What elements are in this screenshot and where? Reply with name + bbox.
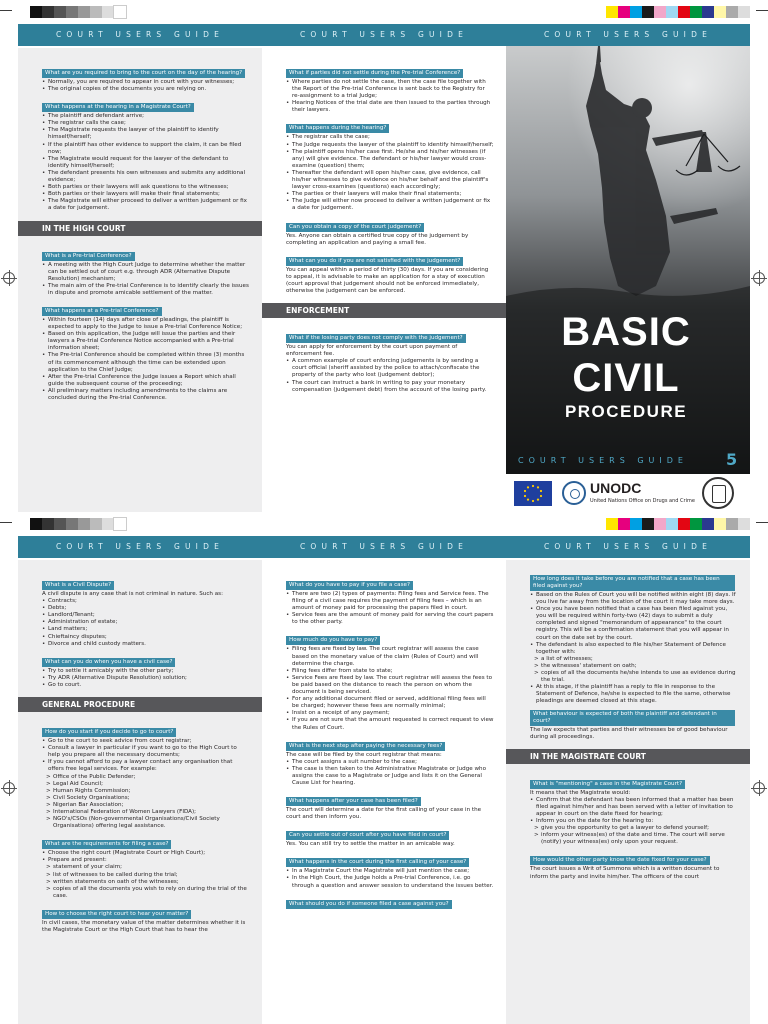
question-heading: How would the other party know the date fixed for your case? — [530, 856, 710, 865]
list-item: • Debts; — [42, 605, 250, 612]
bullet-list — [42, 113, 250, 212]
list-item: • Service fees are the amount of money paid for serving the court papers to the other party. — [286, 612, 494, 626]
bullet-list — [530, 797, 738, 825]
question-heading: Can you obtain a copy of the court judgement? — [286, 223, 424, 232]
list-item: • Hearing Notices of the trial date are then issued to the parties through their lawyers. — [286, 100, 494, 114]
list-item: > Legal Aid Council; — [46, 781, 250, 788]
registration-mark — [753, 272, 765, 284]
header-label: COURT USERS GUIDE — [299, 542, 469, 551]
header-label: COURT USERS GUIDE — [543, 542, 713, 551]
sub-list — [46, 864, 250, 899]
section-title: IN THE MAGISTRATE COURT — [506, 749, 750, 764]
unodc-subtitle: United Nations Office on Drugs and Crime — [590, 498, 695, 504]
list-item: • The Pre-trial Conference should be completed within three (3) months of its commencement although the time can be extended upon application to the Chief Judge; — [42, 352, 250, 373]
question-heading: How long does it take before you are notified that a case has been filed against you? — [530, 575, 735, 591]
paragraph: The court issues a Writ of Summons which is a written document to inform the party and invite him/her. The officers of the court — [530, 866, 720, 880]
list-item: • Go to the court to seek advice from court registrar; — [42, 738, 250, 745]
list-item: • Based on the Rules of Court you will be notified within eight (8) days. If you live far away from the location of the court it may take more days. — [530, 592, 738, 606]
panel-hearing — [18, 48, 262, 512]
question-heading: What do you have to pay if you file a case? — [286, 581, 413, 590]
list-item: • For any additional document filed or served, additional filing fees will be charged; however these fees are normally minimal; — [286, 696, 494, 710]
bullet-list — [286, 759, 494, 787]
question-heading: What are you required to bring to the court on the day of the hearing? — [42, 69, 245, 78]
color-bar-left — [30, 518, 126, 530]
question-heading: What is "mentioning" a case in the Magistrate Court? — [530, 780, 685, 789]
list-item: • The defendant presents his own witnesses and submits any additional evidence; — [42, 170, 250, 184]
list-item: • Both parties or their lawyers will ask questions to the witnesses; — [42, 184, 250, 191]
cover-title-basic: BASIC — [561, 310, 691, 354]
bullet-list — [286, 868, 494, 889]
list-item: • Service Fees are fixed by law. The court registrar will assess the fees to be paid based on the distance to reach the person on whom the document is being serviced. — [286, 675, 494, 696]
list-item: • If the plaintiff has other evidence to support the claim, it can be filed now; — [42, 142, 250, 156]
list-item: • Inform you on the date for the hearing to: — [530, 818, 738, 825]
list-item: • All preliminary matters including amendments to the claims are concluded during the Pre-trial Conference. — [42, 388, 250, 402]
list-item: • A common example of court enforcing judgements is by sending a court official (sheriff assisted by the police to attach/confiscate the property of the party who lost (judgement debtor); — [286, 358, 494, 379]
list-item: • Where parties do not settle the case, then the case file together with the Report of the Pre-trial Conference is sent back to the Registry for re-assignment to a trial Judge; — [286, 79, 494, 100]
question-heading: What is the next step after paying the necessary fees? — [286, 742, 445, 751]
list-item: • Administration of estate; — [42, 619, 250, 626]
logo-strip — [506, 474, 750, 512]
list-item: • If you cannot afford to pay a lawyer contact any organisation that offers free legal services. For example: — [42, 759, 250, 773]
list-item: • Contracts; — [42, 598, 250, 605]
list-item: • The registrar calls the case; — [42, 120, 250, 127]
list-item: • Landlord/Tenant; — [42, 612, 250, 619]
bullet-list — [530, 592, 738, 656]
list-item: • Go to court. — [42, 682, 250, 689]
list-item: • Chieftaincy disputes; — [42, 634, 250, 641]
paragraph: A civil dispute is any case that is not criminal in nature. Such as: — [42, 591, 223, 597]
question-heading: What happens at the hearing in a Magistrate Court? — [42, 103, 194, 112]
list-item: > International Federation of Women Lawyers (FIDA); — [46, 809, 250, 816]
list-item: • In a Magistrate Court the Magistrate will just mention the case; — [286, 868, 494, 875]
list-item: > Office of the Public Defender; — [46, 774, 250, 781]
bullet-list — [42, 262, 250, 297]
bullet-list — [42, 317, 250, 402]
paragraph: It means that the Magistrate would: — [530, 789, 631, 796]
header-label: COURT USERS GUIDE — [55, 542, 225, 551]
crop-mark — [0, 522, 12, 523]
section-title: GENERAL PROCEDURE — [18, 697, 262, 712]
list-item: > the witnesses' statement on oath; — [534, 663, 738, 670]
question-heading: What can you do if you are not satisfied with the judgement? — [286, 257, 463, 266]
list-item: > copies of all the documents he/she intends to use as evidence during the trial. — [534, 670, 738, 684]
bullet-list — [42, 79, 250, 93]
list-item: • The plaintiff opens his/her case first. He/she and his/her witnesses (if any) will give evidence. The defendant or his/her lawyer would cross-examine (question) them; — [286, 149, 494, 170]
list-item: > NGO's/CSOs (Non-governmental Organisations/Civil Society Organisations) offering legal assistance. — [46, 816, 250, 830]
list-item: • Normally, you are required to appear in court with your witnesses; — [42, 79, 250, 86]
list-item: > list of witnesses to be called during the trial; — [46, 872, 250, 879]
list-item: • Choose the right court (Magistrate Court or High Court); — [42, 850, 250, 857]
list-item: > give you the opportunity to get a lawyer to defend yourself; — [534, 825, 738, 832]
header-label: COURT USERS GUIDE — [543, 30, 713, 39]
list-item: • The Judge will either now proceed to deliver a written judgement or fix a date for judgement. — [286, 198, 494, 212]
question-heading: What should you do if someone filed a case against you? — [286, 900, 452, 909]
list-item: • Filing fees are fixed by law. The court registrar will assess the case based on the monetary value of the claim (Rules of Court) and will determine the charge. — [286, 646, 494, 667]
paragraph: Yes. You can still try to settle the matter in an amicable way. — [286, 841, 455, 848]
color-bar-left — [30, 6, 126, 18]
list-item: > Civil Society Organisations; — [46, 795, 250, 802]
list-item: > inform your witness(es) of the date and time. The court will serve (notify) your witness(es) only upon your request. — [534, 832, 738, 846]
list-item: • The Magistrate would request for the lawyer of the defendant to identify himself/herself; — [42, 156, 250, 170]
question-heading: What happens during the hearing? — [286, 124, 389, 133]
color-bar-right — [606, 6, 750, 18]
list-item: > copies of all the documents you wish to rely on during the trial of the case. — [46, 886, 250, 900]
list-item: • A meeting with the High Court Judge to determine whether the matter can be settled out of court e.g. through ADR (Alternative Dispute Resolution) mechanism; — [42, 262, 250, 283]
inner-side — [0, 512, 768, 1024]
list-item: • The original copies of the documents you are relying on. — [42, 86, 250, 93]
crop-mark — [0, 10, 12, 11]
question-heading: What behaviour is expected of both the plaintiff and defendant in court? — [530, 710, 735, 726]
question-heading: How do you start if you decide to go to court? — [42, 728, 176, 737]
court-seal-icon — [702, 477, 734, 509]
sub-list — [534, 656, 738, 684]
question-heading: What is a Pre-trial Conference? — [42, 252, 135, 261]
list-item: > a list of witnesses; — [534, 656, 738, 663]
cover-panel — [506, 46, 750, 512]
paragraph: The case will be filed by the court registrar that means: — [286, 751, 442, 758]
question-heading: How to choose the right court to hear your matter? — [42, 910, 191, 919]
registration-mark — [753, 782, 765, 794]
bullet-list — [286, 646, 494, 731]
panel-civil-dispute — [18, 560, 262, 1024]
list-item: • The Magistrate requests the lawyer of the plaintiff to identify himself/herself; — [42, 127, 250, 141]
bullet-list — [286, 591, 494, 626]
list-item: • The registrar calls the case; — [286, 134, 494, 141]
list-item: • Insist on a receipt of any payment; — [286, 710, 494, 717]
list-item: • The parties or their lawyers will make their final statements; — [286, 191, 494, 198]
eu-flag-icon — [514, 481, 552, 506]
bullet-list — [286, 358, 494, 393]
bullet-list — [42, 738, 250, 773]
crop-mark — [756, 522, 768, 523]
list-item: > statement of your claim; — [46, 864, 250, 871]
series-label: COURT USERS GUIDE — [518, 456, 688, 465]
registration-mark — [3, 782, 15, 794]
list-item: • The plaintiff and defendant arrive; — [42, 113, 250, 120]
list-item: • Thereafter the defendant will open his/her case, give evidence, call his/her witnesses to give evidence on his/her behalf and the plaintiff's lawyer cross-examines (questions) each accordingly; — [286, 170, 494, 191]
list-item: • There are two (2) types of payments: Filing fees and Service fees. The filing of a civil case requires the payment of filing fees – which is an amount of money paid for processing the papers filed in court. — [286, 591, 494, 612]
question-heading: What happens in the court during the first calling of your case? — [286, 858, 469, 867]
question-heading: What happens at a Pre-trial Conference? — [42, 307, 162, 316]
cover-title-civil: CIVIL — [572, 356, 680, 400]
sub-list — [534, 825, 738, 846]
list-item: • Try ADR (Alternative Dispute Resolution) solution; — [42, 675, 250, 682]
list-item: • After the Pre-trial Conference the Judge issues a Report which shall guide the subsequent course of the proceeding; — [42, 374, 250, 388]
list-item: • Once you have been notified that a case has been filed against you, you will be required within forty-two (42) days to submit a duly completed and signed "memorandum of appearance" to the court registry. This will be a confirmation statement that you will appear in court on the date set by the court. — [530, 606, 738, 641]
cover-title-procedure: PROCEDURE — [564, 402, 688, 421]
question-heading: Can you settle out of court after you have filed in court? — [286, 831, 449, 840]
series-number: 5 — [726, 450, 738, 469]
list-item: • If you are not sure that the amount requested is correct request to view the Rules of Court. — [286, 717, 494, 731]
bullet-list — [42, 850, 250, 864]
list-item: • Based on this application, the Judge will issue the parties and their lawyers a Pre-trial Conference Notice accompanied with a Pre-trial information sheet; — [42, 331, 250, 352]
paragraph: In civil cases, the monetary value of the matter determines whether it is the Magistrate Court or the High Court that has to hear the — [42, 919, 246, 933]
list-item: • Divorce and child custody matters. — [42, 641, 250, 648]
list-item: • At this stage, if the plaintiff has a reply to file in response to the Statement of Defence, he/she is expected to file the same, otherwise pleadings are deemed closed at this stage. — [530, 684, 738, 705]
list-item: • The defendant is also expected to file his/her Statement of Defence together with: — [530, 642, 738, 656]
list-item: • In the High Court, the Judge holds a Pre-trial Conference, i.e. go through a question and answer session to understand the issues better. — [286, 875, 494, 889]
list-item: • The Judge requests the lawyer of the plaintiff to identify himself/herself; — [286, 142, 494, 149]
list-item: • The main aim of the Pre-trial Conference is to identify clearly the issues in dispute and promote amicable settlement of the matter. — [42, 283, 250, 297]
list-item: • Both parties or their lawyers will make their final statements; — [42, 191, 250, 198]
list-item: • Consult a lawyer in particular if you want to go to the High Court to help you prepare all the necessary documents; — [42, 745, 250, 759]
list-item: • Prepare and present: — [42, 857, 250, 864]
color-bar-right — [606, 518, 750, 530]
list-item: > Nigerian Bar Association; — [46, 802, 250, 809]
list-item: • The Magistrate will either proceed to deliver a written judgement or fix a date for judgement. — [42, 198, 250, 212]
header-label: COURT USERS GUIDE — [299, 30, 469, 39]
paragraph: The law expects that parties and their witnesses be of good behaviour during all proceedings. — [530, 726, 728, 740]
list-item: • Try to settle it amicably with the other party; — [42, 668, 250, 675]
list-item: • The case is then taken to the Administrative Magistrate or Judge who assigns the case to a Magistrate or Judge and lists it on the General Cause List for hearing. — [286, 766, 494, 787]
bullet-list — [42, 668, 250, 689]
paragraph: The court will determine a date for the first calling of your case in the court and then inform you. — [286, 807, 482, 821]
panel-fees — [262, 560, 506, 1024]
crop-mark — [756, 10, 768, 11]
section-title: ENFORCEMENT — [262, 303, 506, 318]
list-item: • The court assigns a suit number to the case; — [286, 759, 494, 766]
sub-list — [46, 774, 250, 831]
section-title: IN THE HIGH COURT — [18, 221, 262, 236]
list-item: > written statements on oath of the witnesses; — [46, 879, 250, 886]
paragraph: Yes. Anyone can obtain a certified true copy of the judgement by completing an application and paying a small fee. — [286, 232, 469, 246]
question-heading: What if the losing party does not comply with the judgement? — [286, 334, 466, 343]
list-item: • Within fourteen (14) days after close of pleadings, the plaintiff is expected to apply to the Judge to issue a Pre-trial Conference Notice; — [42, 317, 250, 331]
list-item: • Confirm that the defendant has been informed that a matter has been filed against him/her and has been served with a letter of invitation to appear in court on the date fixed for hearing; — [530, 797, 738, 818]
panel-notification — [506, 560, 750, 1024]
question-heading: What if parties did not settle during the Pre-trial Conference? — [286, 69, 463, 78]
list-item: > Human Rights Commission; — [46, 788, 250, 795]
paragraph: You can apply for enforcement by the court upon payment of enforcement fee. — [286, 344, 458, 358]
panel-trial — [262, 48, 506, 512]
bullet-list — [530, 684, 738, 705]
question-heading: How much do you have to pay? — [286, 636, 380, 645]
question-heading: What are the requirements for filing a case? — [42, 840, 171, 849]
list-item: • Land matters; — [42, 626, 250, 633]
list-item: • The court can instruct a bank in writing to pay your monetary compensation (judgement debt) from the account of the losing party. — [286, 380, 494, 394]
list-item: • Filing fees differ from state to state; — [286, 668, 494, 675]
question-heading: What can you do when you have a civil case? — [42, 658, 175, 667]
un-emblem-icon — [562, 481, 586, 505]
unodc-logo: UNODC — [590, 480, 642, 496]
question-heading: What happens after your case has been filed? — [286, 797, 421, 806]
header-label: COURT USERS GUIDE — [55, 30, 225, 39]
bullet-list — [42, 598, 250, 648]
bullet-list — [286, 134, 494, 212]
registration-mark — [3, 272, 15, 284]
bullet-list — [286, 79, 494, 114]
paragraph: You can appeal within a period of thirty (30) days. If you are considering to appeal, it is advisable to make an application for a stay of execution (court approval that judgement should not be enforced immediately, otherwise the judgement can be enforced. — [286, 266, 489, 294]
question-heading: What is a Civil Dispute? — [42, 581, 114, 590]
